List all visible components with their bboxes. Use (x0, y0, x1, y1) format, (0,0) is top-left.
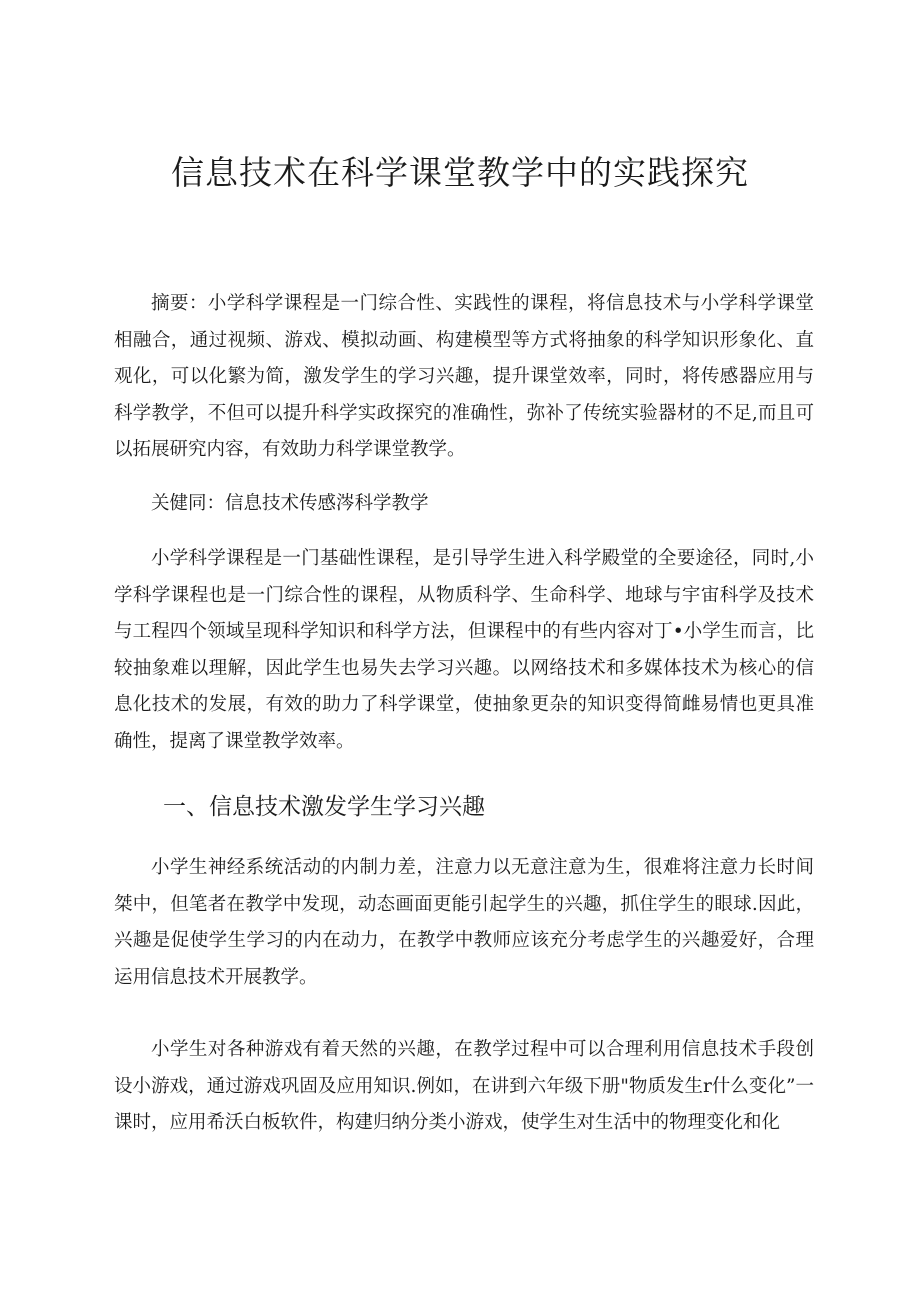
intro-paragraph: 小学科学课程是一门基础性课程，是引导学生进入科学殿堂的全要途径，同时,小学科学课程也是一门综合性的课程，从物质科学、生命科学、地球与宇宙科学及技术与工程四个领域呈现科学知识和科学方法，但课程中的有些内容对丁•小学生而言，比较抽象难以理解，因此学生也易失去学习兴趣。以网络技术和多媒体技术为核心的信息化技术的发展，有效的助力了科学课堂，使抽象更杂的知识变得简雌易情也更具准确性，提离了课堂教学效率。 (114, 548, 814, 752)
body-paragraph: 小学生神经系统活动的内制力差，注意力以无意注意为生，很难将注意力长时间桀中，但笔者在教学中发现，动态画面更能引起学生的兴趣，抓住学生的眼球.因此，兴趣是促使学生学习的内在动力，在教学中教师应该充分考虑学生的兴趣爱好，合理运用信息技术开展教学。 (114, 857, 814, 988)
document-title: 信息技术在科学课堂教学中的实践探究 (171, 153, 749, 192)
abstract-paragraph: 摘要：小学科学课程是一门综合性、实践性的课程，将信息技术与小学科学课堂相融合，通过视频、游戏、模拟动画、构建模型等方式将抽象的科学知识形象化、直观化，可以化繁为简，激发学生的学习兴趣，提升课堂效率，同时，将传感器应用与科学教学，不但可以提升科学实政探究的准确性，弥补了传统实验器材的不足,而且可以拓展研究内容，有效助力科学课堂教学。 (114, 293, 814, 460)
body-paragraph: 小学生对各种游戏有着天然的兴趣，在教学过程中可以合理利用信息技术手段创设小游戏，通过游戏巩固及应用知识.例如，在讲到六年级下册"物质发生r什么变化”一课时，应用希沃白板软件，构建归纳分类小游戏，使学生对生活中的物理变化和化 (114, 1039, 814, 1133)
section-heading: 一、信息技术激发学生学习兴趣 (163, 794, 485, 820)
keywords-line: 关健同：信息技术传感涔科学教学 (151, 493, 429, 514)
